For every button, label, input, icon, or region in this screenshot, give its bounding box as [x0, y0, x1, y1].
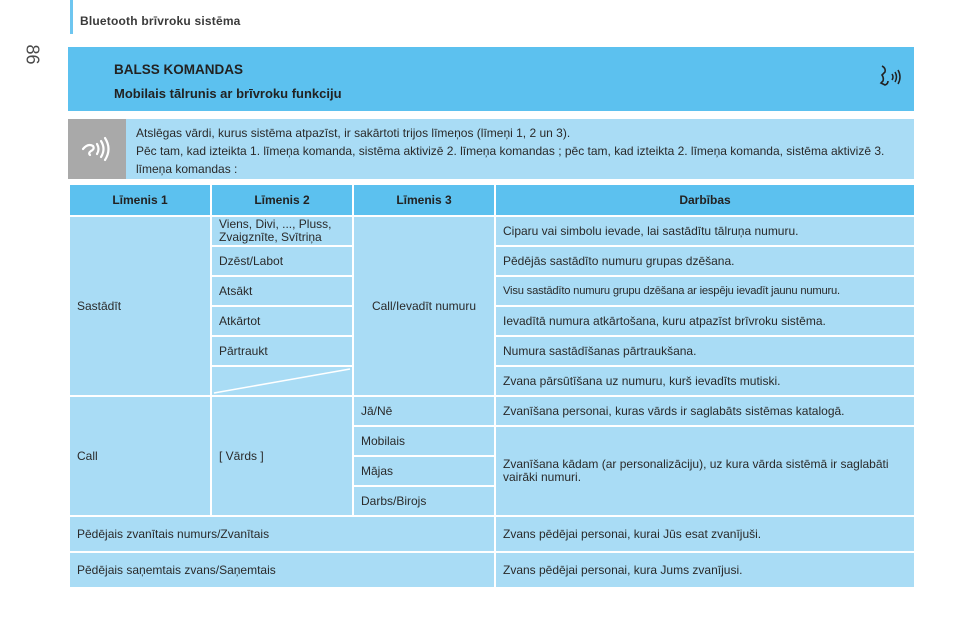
cell-action: Numura sastādīšanas pārtraukšana. [495, 336, 915, 366]
table-row [69, 516, 915, 552]
header-actions: Darbības [495, 184, 915, 216]
cell-level1-call: Call [69, 396, 211, 516]
cell-level3-call-number: Call/Ievadīt numuru [353, 216, 495, 396]
cell-level3: Jā/Nē [353, 396, 495, 426]
header-level-1: Līmenis 1 [69, 184, 211, 216]
cell-action-shared: Zvanīšana kādam (ar personalizāciju), uz kura vārda sistēmā ir saglabāti vairāki numuri. [495, 426, 915, 516]
cell-level3: Mājas [353, 456, 495, 486]
intro-text [136, 124, 906, 178]
section-title: Bluetooth brīvroku sistēma [80, 14, 241, 28]
cell-action: Zvana pārsūtīšana uz numuru, kurš ievadīts mutiski. [495, 366, 915, 396]
cell-level2: Atkārtot [211, 306, 353, 336]
cell-action: Ciparu vai simbolu ievade, lai sastādītu tālruņa numuru. [495, 216, 915, 246]
cell-level3: Mobilais [353, 426, 495, 456]
page-number: 86 [22, 44, 43, 65]
cell-action: Ievadītā numura atkārtošana, kuru atpazīst brīvroku sistēma. [495, 306, 915, 336]
cell-level2: Pārtraukt [211, 336, 353, 366]
cell-action: Pēdējās sastādīto numuru grupas dzēšana. [495, 246, 915, 276]
table-row [69, 396, 915, 426]
header-level-2: Līmenis 2 [211, 184, 353, 216]
cell-action: Zvans pēdējai personai, kurai Jūs esat zvanījuši. [495, 516, 915, 552]
intro-line-2: Pēc tam, kad izteikta 1. līmeņa komanda, sistēma aktivizē 2. līmeņa komandas ; pēc tam, kad izteikta 2. līmeņa komanda, sistēma aktivizē 3. līmeņa komandas : [136, 144, 885, 176]
empty-cell-slash [212, 367, 352, 395]
cell-command-last-dialed: Pēdējais zvanītais numurs/Zvanītais [69, 516, 495, 552]
section-accent-bar [70, 0, 73, 34]
cell-level3: Darbs/Birojs [353, 486, 495, 516]
voice-control-icon [80, 135, 114, 163]
cell-level1-dial: Sastādīt [69, 216, 211, 396]
table-header-row [69, 184, 915, 216]
cell-level2: Dzēst/Labot [211, 246, 353, 276]
table-row [69, 552, 915, 588]
cell-level2: Atsākt [211, 276, 353, 306]
cell-action: Zvans pēdējai personai, kura Jums zvanījusi. [495, 552, 915, 588]
header-band [68, 47, 914, 111]
cell-action: Zvanīšana personai, kuras vārds ir saglabāts sistēmas katalogā. [495, 396, 915, 426]
cell-action: Visu sastādīto numuru grupu dzēšana ar iespēju ievadīt jaunu numuru. [495, 276, 915, 306]
voice-command-icon [876, 62, 906, 92]
voice-command-table [68, 183, 916, 589]
header-subtitle: Mobilais tālrunis ar brīvroku funkciju [114, 86, 342, 101]
header-title: BALSS KOMANDAS [114, 62, 244, 77]
header-level-3: Līmenis 3 [353, 184, 495, 216]
cell-level2-empty [211, 366, 353, 396]
cell-level2-name: [ Vārds ] [211, 396, 353, 516]
intro-line-1: Atslēgas vārdi, kurus sistēma atpazīst, ir sakārtoti trijos līmeņos (līmeņi 1, 2 un 3). [136, 126, 571, 140]
cell-command-last-received: Pēdējais saņemtais zvans/Saņemtais [69, 552, 495, 588]
table-row [69, 216, 915, 246]
cell-level2: Viens, Divi, ..., Pluss, Zvaigznīte, Svītriņa [211, 216, 353, 246]
